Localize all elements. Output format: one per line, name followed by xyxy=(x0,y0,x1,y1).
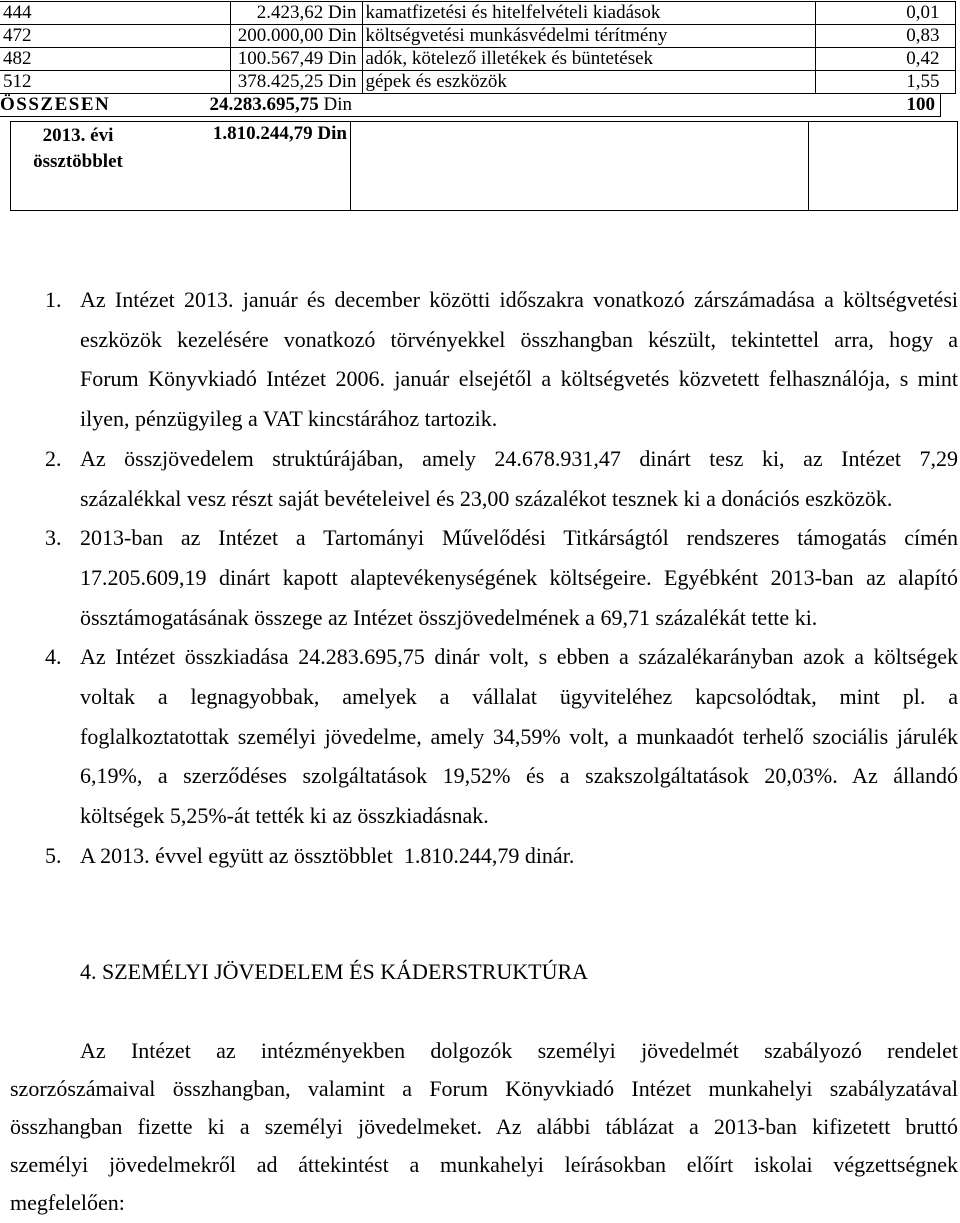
section-paragraph xyxy=(10,1032,958,1222)
text-line: költségek 5,25%-át tették ki az összkiadásnak. xyxy=(80,803,489,829)
description: kamatfizetési és hitelfelvételi kiadások xyxy=(362,2,815,25)
amount: 2.423,62 Din xyxy=(230,2,362,25)
text-line: 6,19%, a szerződéses szolgáltatások 19,52% és a szakszolgáltatások 20,03%. Az állandó xyxy=(80,763,958,789)
text-line: A 2013. évvel együtt az össztöbblet 1.810.244,79 dinár. xyxy=(80,842,575,868)
percentage: 1,55 xyxy=(815,71,955,94)
description: adók, kötelező illetékek és büntetések xyxy=(362,48,815,71)
account-code: 472 xyxy=(0,25,230,48)
surplus-label-line: 2013. évi xyxy=(42,125,114,146)
amount: 200.000,00 Din xyxy=(230,25,362,48)
percentage: 0,42 xyxy=(815,48,955,71)
list-number: 1. xyxy=(45,287,62,312)
text-line: Az Intézet az intézményekben dolgozók személyi jövedelmét szabályozó rendelet xyxy=(80,1038,958,1063)
text-line: megfelelően: xyxy=(10,1190,125,1215)
list-number: 4. xyxy=(45,644,62,670)
amount: 100.567,49 Din xyxy=(230,48,362,71)
list-number: 2. xyxy=(45,445,62,471)
text-line: Az összjövedelem struktúrájában, amely 24.678.931,47 dinárt tesz ki, az Intézet 7,29 xyxy=(80,445,958,471)
list-item xyxy=(0,836,958,876)
text-line: személyi jövedelmekről ad áttekintést a munkahelyi leírásokban előírt iskolai végzettségnek xyxy=(10,1152,958,1177)
text-line: 17.205.609,19 dinárt kapott alaptevékenységének költségeire. Egyébként 2013-ban az alapító xyxy=(80,564,958,590)
total-amount-currency: Din xyxy=(323,94,352,115)
text-line: eszközök kezelésére vonatkozó törvényekkel összhangban készült, tekintettel arra, hogy a xyxy=(80,326,958,352)
amount: 378.425,25 Din xyxy=(230,71,362,94)
total-amount xyxy=(190,94,352,116)
percentage: 0,01 xyxy=(815,2,955,25)
surplus-label xyxy=(11,123,145,175)
section-heading: 4. SZEMÉLYI JÖVEDELEM ÉS KÁDERSTRUKTÚRA xyxy=(80,959,589,984)
account-code: 482 xyxy=(0,48,230,71)
surplus-box xyxy=(10,121,958,211)
total-row xyxy=(0,94,941,117)
text-line: voltak a legnagyobbak, amelyek a vállalat ügyviteléhez kapcsolódtak, mint pl. a xyxy=(80,684,958,710)
text-line: Forum Könyvkiadó Intézet 2006. január elsejétől a költségvetés közvetett felhasználója, s mint xyxy=(80,366,958,392)
column-divider xyxy=(350,122,351,210)
text-line: összhangban fizette ki a személyi jövedelmeket. Az alábbi táblázat a 2013-ban kifizetett bruttó xyxy=(10,1114,958,1139)
column-divider xyxy=(808,122,809,210)
table-row xyxy=(0,2,955,25)
account-code: 512 xyxy=(0,71,230,94)
table-row xyxy=(0,48,955,71)
percentage: 0,83 xyxy=(815,25,955,48)
text-line: Az Intézet 2013. január és december közötti időszakra vonatkozó zárszámadása a költségvetési xyxy=(80,287,958,312)
table-row xyxy=(0,71,955,94)
text-line: össztámogatásának összege az Intézet összjövedelmének a 69,71 százalékát tette ki. xyxy=(80,604,818,630)
total-percentage: 100 xyxy=(906,94,935,115)
table-row xyxy=(0,25,955,48)
text-line: százalékkal vesz részt saját bevételeivel és 23,00 százalékot tesznek ki a donációs eszközök. xyxy=(80,485,893,511)
text-line: 2013-ban az Intézet a Tartományi Művelődési Titkárságtól rendszeres támogatás címén xyxy=(80,525,958,551)
list-item xyxy=(0,439,958,518)
list-item xyxy=(0,518,958,637)
description: gépek és eszközök xyxy=(362,71,815,94)
description: költségvetési munkásvédelmi térítmény xyxy=(362,25,815,48)
surplus-amount: 1.810.244,79 Din xyxy=(212,123,347,144)
expense-table xyxy=(0,1,956,94)
total-amount-value: 24.283.695,75 xyxy=(209,94,319,115)
text-line: szorzószámaival összhangban, valamint a Forum Könyvkiadó Intézet munkahelyi szabályzatával xyxy=(10,1076,958,1101)
account-code: 444 xyxy=(0,2,230,25)
list-item xyxy=(0,637,958,836)
surplus-label-line: össztöbblet xyxy=(33,151,123,172)
text-line: Az Intézet összkiadása 24.283.695,75 dinár volt, s ebben a százalékarányban azok a költségek xyxy=(80,644,958,670)
total-label: ÖSSZESEN xyxy=(0,94,111,115)
list-number: 5. xyxy=(45,842,62,868)
summary-list xyxy=(0,280,960,876)
list-item xyxy=(0,280,958,439)
text-line: foglalkoztatottak személyi jövedelme, amely 34,59% volt, a munkaadót terhelő szociális járulék xyxy=(80,723,958,749)
text-line: ilyen, pénzügyileg a VAT kincstárához tartozik. xyxy=(80,406,498,432)
list-number: 3. xyxy=(45,525,62,551)
